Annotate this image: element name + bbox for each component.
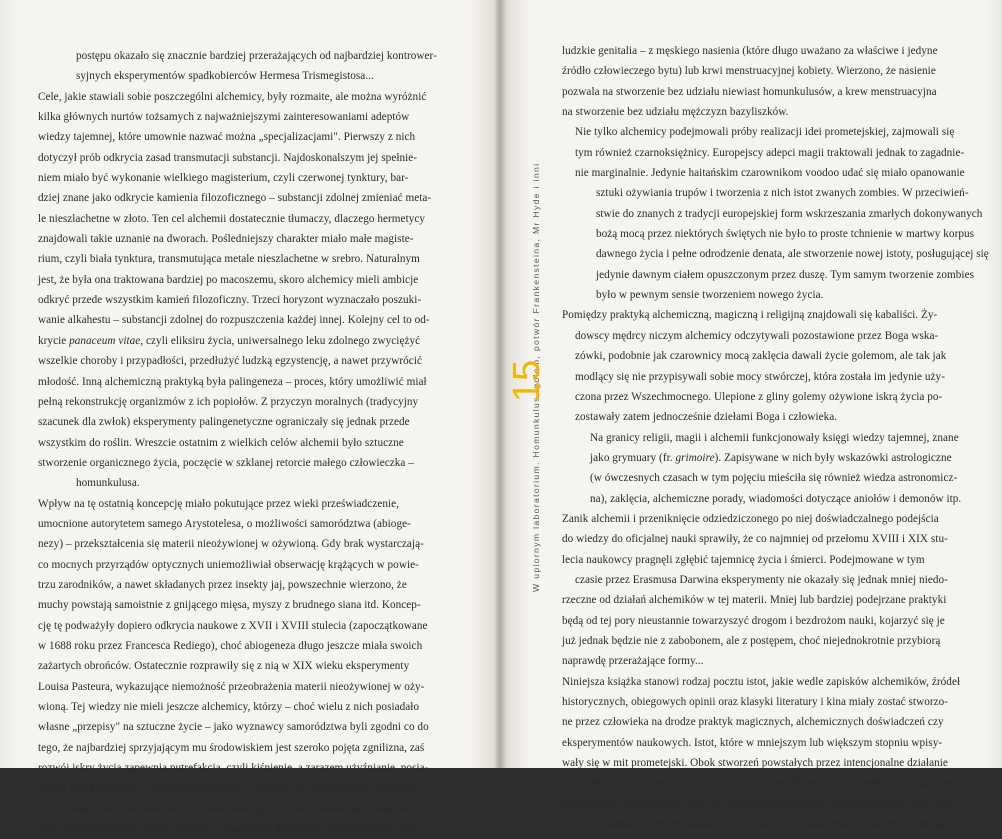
text-line: dotyczył prób odkrycia zasad transmutacji substancji. Najdoskonalszym jej spełnie- [38, 151, 418, 164]
running-head-vertical: W upiornym laboratorium. Homunkulus, golem, potwór Frankensteina, Mr Hyde i inni [531, 162, 541, 592]
text-line: młodość. Inną alchemiczną praktyką była palingeneza – proces, który umożliwić miał [38, 375, 427, 388]
text-line: iskra życia pochodzić jednak musiała z naturalnych składników wydzielanych przez [38, 823, 419, 836]
text-line: Wpływ na tę ostatnią koncepcję miało pokutujące przez wieki przeświadczenie, [38, 497, 400, 510]
text-line: muchy powstają samoistnie z gnijącego mięsa, myszy z brudnego siana itd. Koncep- [38, 599, 421, 612]
text-line: eksperymentów naukowych. Istot, które w mniejszym lub większym stopniu wpisy- [562, 736, 943, 749]
text-line: jako grymuary (fr. grimoire). Zapisywane w nich były wskazówki astrologiczne [590, 451, 952, 464]
page-number-graphic [506, 357, 548, 405]
text-line: własne „przepisy" na sztuczne życie – jako wyznawcy samorództwa byli zgodni co do [38, 721, 429, 734]
text-line: w 1688 roku przez Francesca Rediego), choć abiogeneza długo jeszcze miała swoich [38, 639, 423, 652]
text-line: le nieszlachetne w złoto. Ten cel alchemii dostatecznie tłumaczy, dlaczego hermetycy [38, 212, 426, 225]
text-line: dowscy mędrcy niczym alchemicy odczytywali pozostawione przez Boga wska- [575, 329, 939, 342]
text-line: modlący się nie przypisywali sobie mocy stwórczej, która została im jedynie uży- [575, 370, 945, 383]
text-line: dawnego życia i pełne odrodzenie denata, ale stworzenie nowej istoty, posługującej się [596, 248, 989, 261]
text-line: wały się w mit prometejski. Obok stworzeń powstałych przez intencjonalne działanie [562, 757, 948, 770]
text-line: zówki, podobnie jak czarownicy mocą zaklęcia dawali życie golemom, ale tak jak [575, 350, 947, 363]
text-line: ra wpływały zatem na prawidłowy rozwój nowego życia w laboratorium, właściwa [38, 802, 414, 815]
text-line: dziej znane jako odkrycie kamienia filozoficznego – substancji zdolnej zmieniać meta- [38, 192, 432, 205]
text-line: trzu zarodników, a nawet składanych przez insekty jaj, powszechnie wierzono, że [38, 578, 407, 591]
text-line: zostawały zatem jednocześnie dziełami Boga i człowieka. [575, 411, 838, 424]
text-line: Nie tylko alchemicy podejmowali próby realizacji idei prometejskiej, zajmowali się [575, 126, 955, 139]
text-line: kilka głównych nurtów tożsamych z najważniejszymi zainteresowaniami adeptów [38, 111, 410, 124]
text-line: naprawdę przerażające formy... [562, 655, 704, 668]
page-number: 15 [506, 359, 548, 403]
text-line: sztuki ożywiania trupów i tworzenia z nich istot zwanych zombies. W przeciwień- [596, 187, 969, 200]
text-line: pozwala na stworzenie bez udziału niewiast homunkulusów, a krew menstruacyjna [562, 85, 937, 98]
text-line: umocnione autorytetem samego Arystotelesa, o możliwości samorództwa (abioge- [38, 517, 411, 530]
text-line: rozwój iskry życia zapewnia putrefakcja, czyli kiśnienie, a zarazem użyźnianie, posia- [38, 762, 429, 775]
text-line: stwie do znanych z tradycji europejskiej form wskrzeszania zmarłych dokonywanych [596, 207, 983, 220]
text-line: przykład bez zrozumienia szepcząc magiczną formułę lub uruchamiając inny ciąg przy- [562, 797, 959, 810]
text-line: czynowo-skutkowy. W ten sposób życie tchnięte być miało między innymi w budzące [562, 818, 952, 831]
text-line: Pomiędzy praktyką alchemiczną, magiczną i religijną znajdowali się kabaliści. Ży- [562, 309, 938, 322]
text-line: bożą mocą przez niektórych świętych nie było to proste tchnienie w martwy korpus [596, 228, 975, 241]
text-line: jest, że była ona traktowana bardziej po macoszemu, skoro alchemicy mieli ambicje [38, 273, 419, 286]
text-line: odkryć przede wszystkim kamień filozoficzny. Trzeci horyzont wyznaczało poszuki- [38, 294, 422, 307]
text-line: na stworzenie bez udziału mężczyzn bazyliszków. [562, 106, 789, 119]
text-line: tego, że najbardziej sprzyjającym mu środowiskiem jest szeroko pojęta zgnilizna, zaś [38, 741, 425, 754]
page-number-badge [506, 357, 548, 410]
text-line: historycznych, obiegowych opinii oraz klasyki literatury i kina miały zostać stworzo- [562, 696, 949, 708]
text-line: człowieka znalazły się tutaj również takie, którym dał on życie zupełnie niechcący, na [562, 777, 952, 790]
text-line: Zanik alchemii i przeniknięcie odziedziczonego po niej doświadczalnego podejścia [562, 512, 939, 525]
text-line: szacunek dla zwłok) eksperymenty palingenetyczne ograniczały się jednak przede [38, 416, 410, 429]
text-line: co mocnych przyrządów optycznych uniemożliwiał obserwację krążących w powie- [38, 558, 419, 571]
text-line: postępu okazało się znacznie bardziej przerażających od najbardziej kontrower- [76, 50, 437, 62]
text-line: wiedzy tajemnej, które umownie nazwać można „specjalizacjami". Pierwszy z nich [38, 131, 416, 144]
text-line: krycie panaceum vitae, czyli eliksiru życia, uniwersalnego leku zdolnego zwyciężyć [38, 334, 421, 347]
text-line: wioną. Tej wiedzy nie mieli jeszcze alchemicy, którzy – choć wielu z nich posiadało [38, 701, 420, 713]
text-line: Na granicy religii, magii i alchemii funkcjonowały księgi wiedzy tajemnej, znane [590, 431, 959, 444]
text-line: było w pewnym sensie tworzeniem nowego życia. [596, 289, 824, 302]
text-line: tym również czarnoksiężnicy. Europejscy adepci magii traktowali jednak to zagadnie- [575, 146, 965, 159]
text-line: wanie alkahestu – substancji zdolnej do rozpuszczenia każdej innej. Kolejny cel to od- [38, 314, 430, 327]
text-line: źródło człowieczego bytu) lub krwi menstruacyjnej kobiety. Wierzono, że nasienie [562, 65, 936, 78]
text-line: homunkulusa. [76, 477, 140, 490]
text-line: na), zaklęcia, alchemiczne porady, wiadomości dotyczące aniołów i demonów itp. [590, 492, 962, 505]
text-line: cję tę podważyły dopiero odkrycia naukowe z XVII i XVIII stulecia (zapoczątkowane [38, 619, 428, 632]
text-line: wszystkim do roślin. Wreszcie ostatnim z wielkich celów alchemii było sztuczne [38, 436, 404, 449]
text-line: jedynie dawnym ciałem opuszczonym przez duszę. Tym samym tworzenie zombies [596, 268, 974, 281]
text-line: czona przez Wszechmocnego. Ulepione z gliny golemy ożywione iskrą życia po- [575, 390, 943, 403]
text-line: stworzenie organicznego życia, poczęcie w szklanej retorcie małego człowieczka – [38, 456, 414, 469]
text-line: dające pełną analogię w stosowaniu nawozów. Putrefakcja i odpowiednia temperatu- [38, 782, 422, 795]
text-line: pełną rekonstrukcję organizmów z ich popiołów. Z przyczyn moralnych (tradycyjny [38, 395, 419, 408]
text-line: znajdowali takie uznanie na dworach. Pośledniejszy charakter miało małe magiste- [38, 233, 414, 246]
text-line: ludzkie genitalia – z męskiego nasienia (które długo uważano za właściwe i jedyne [562, 45, 938, 57]
text-line: nezy) – przekształcenia się materii nieożywionej w ożywioną. Gdy brak wystarczają- [38, 538, 424, 551]
text-line: ne przez człowieka na drodze praktyk magicznych, alchemicznych doświadczeń czy [562, 716, 944, 729]
text-line: do wiedzy do oficjalnej nauki sprawiły, że co najmniej od przełomu XVIII i XIX stu- [562, 533, 948, 546]
text-line: będą od tej pory nieustannie towarzyszyć drogom i bezdrożom nauki, kojarzyć się je [562, 614, 945, 627]
text-line: niem miało być wykonanie wielkiego magisterium, czyli czerwonej tynktury, bar- [38, 172, 409, 185]
text-line: już jednak będzie nie z zabobonem, ale z postępem, choć niejednokrotnie przybiorą [562, 634, 941, 647]
text-line: rium, czyli biała tynktura, transmutująca metale nieszlachetne w srebro. Naturalnym [38, 253, 420, 266]
text-line: rzeczne od działań alchemików w tej materii. Mniej lub bardziej podejrzane praktyki [562, 594, 947, 607]
text-line: Cele, jakie stawiali sobie poszczególni alchemicy, były rozmaite, ale można wyróżnić [38, 90, 427, 103]
text-line: syjnych eksperymentów spadkobierców Hermesa Trismegistosa... [76, 70, 374, 83]
text-line: Niniejsza książka stanowi rodzaj pocztu istot, jakie wedle zapisków alchemików, źródeł [562, 675, 961, 688]
text-line: zażartych obrońców. Ostatecznie rozprawiły się z nią w XIX wieku eksperymenty [38, 660, 410, 673]
text-line: czasie przez Erasmusa Darwina eksperymenty nie okazały się jednak mniej niedo- [575, 573, 948, 586]
book-gutter [494, 0, 506, 768]
text-line: (w ówczesnych czasach w tym pojęciu mieściła się również wiedza astronomicz- [590, 472, 958, 485]
text-line: wszelkie choroby i przypadłości, przedłużyć ludzką egzystencję, a nawet przywrócić [38, 355, 422, 368]
right-page-body-text [562, 41, 989, 834]
text-line: nie marginalnie. Jedynie haitańskim czarownikom voodoo udać się miało opanowanie [575, 167, 965, 180]
text-line: Louisa Pasteura, wykazujące niemożność przeobrażenia materii nieożywionej w oży- [38, 680, 425, 693]
text-line: lecia naukowcy pragnęli zgłębić tajemnicę życia i śmierci. Podejmowane w tym [562, 553, 925, 566]
left-page-body-text [38, 46, 440, 839]
